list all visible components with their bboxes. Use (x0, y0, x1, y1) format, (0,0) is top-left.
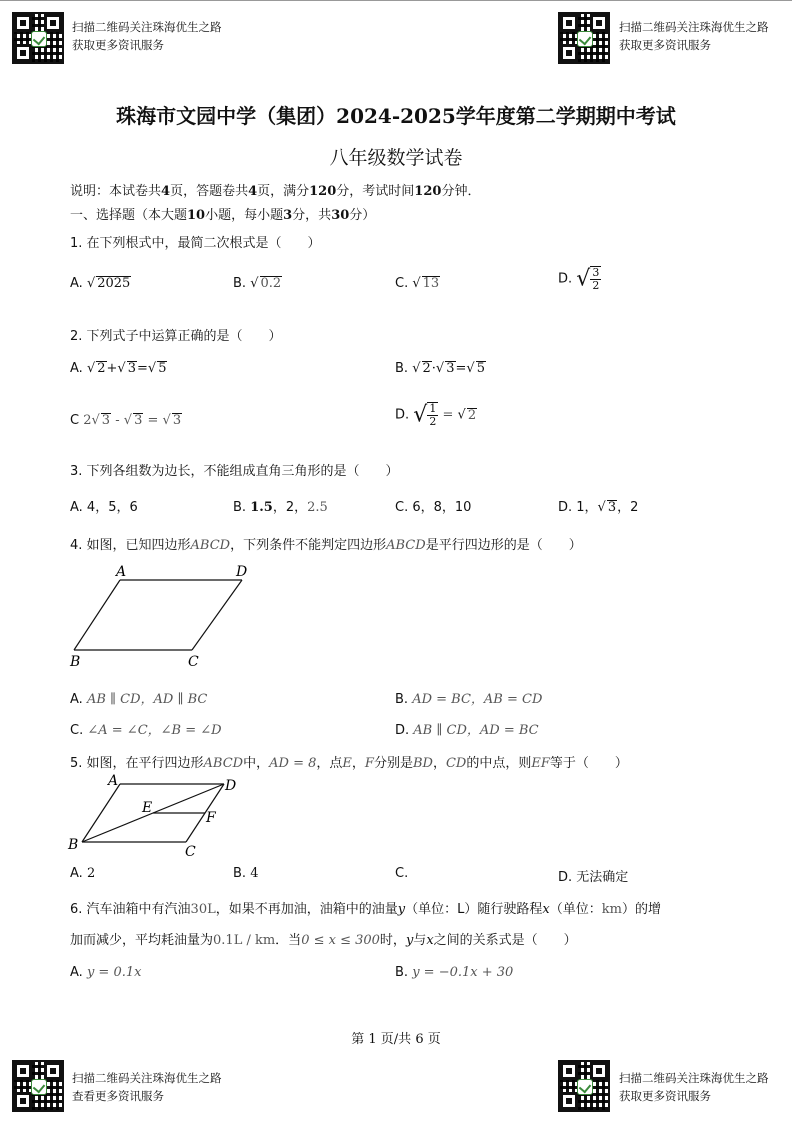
q1-option-c: C. √ 13 (395, 276, 440, 291)
q5-label-e: E (142, 800, 153, 816)
question-1-stem: 1. 在下列根式中，最简二次根式是（ ） (70, 236, 321, 251)
question-3-stem: 3. 下列各组数为边长，不能组成直角三角形的是（ ） (70, 464, 399, 479)
q5-option-b: B. 4 (233, 866, 259, 881)
question-4-stem: 4. 如图，已知四边形ABCD，下列条件不能判定四边形ABCD是平行四边形的是（ ） (70, 538, 582, 553)
q4-label-a: A (116, 564, 127, 580)
header-right-text (619, 18, 769, 54)
q5-option-d: D. 无法确定 (558, 870, 629, 885)
q5-option-c: C. (395, 866, 409, 881)
top-rule (0, 0, 792, 1)
q5-label-a: A (108, 773, 119, 789)
q5-label-b: B (68, 837, 79, 853)
q6-option-b: B. y = −0.1x + 30 (395, 965, 514, 980)
footer-left-line2: 查看更多资讯服务 (72, 1089, 164, 1103)
q5-parallelogram-figure (64, 772, 254, 860)
header-left-text (72, 18, 222, 54)
question-5-stem: 5. 如图，在平行四边形ABCD中，AD = 8，点E，F分别是BD，CD的中点，则EF等于（ ） (70, 756, 628, 771)
footer-right-line2: 获取更多资讯服务 (619, 1089, 711, 1103)
q1-option-d: D. √ $\frac{3}{2}$ (558, 266, 600, 292)
q4-parallelogram-figure (60, 562, 260, 672)
qr-code-icon (12, 12, 64, 64)
q2-option-a: A. √ 2+√ 3=√ 5 (70, 361, 167, 376)
q3-option-a: A. 4，5，6 (70, 500, 138, 515)
qr-code-icon (12, 1060, 64, 1112)
footer-right-line1: 扫描二维码关注珠海优生之路 (619, 1071, 769, 1085)
exam-title: 珠海市文园中学（集团）2024-2025学年度第二学期期中考试 (116, 104, 676, 128)
page-number: 第 1 页/共 6 页 (351, 1032, 441, 1047)
header-left-line1: 扫描二维码关注珠海优生之路 (72, 20, 222, 34)
q2-option-d: D. √ $\frac{1}{2}$ = √ 2 (395, 402, 477, 428)
q4-option-d: D. AB ∥ CD，AD = BC (395, 723, 539, 738)
q1-option-b: B. √ 0.2 (233, 276, 282, 291)
q4-label-d: D (236, 564, 248, 580)
q5-option-a: A. 2 (70, 866, 96, 881)
q6-option-a: A. y = 0.1x (70, 965, 142, 980)
header-right-line1: 扫描二维码关注珠海优生之路 (619, 20, 769, 34)
q4-option-b: B. AD = BC，AB = CD (395, 692, 543, 707)
q5-label-d: D (225, 778, 237, 794)
question-6-stem-line1: 6. 汽车油箱中有汽油30L，如果不再加油，油箱中的油量y（单位：L）随行驶路程x（单位：km）的增 (70, 902, 661, 917)
q1-option-a: A. √ 2025 (70, 276, 131, 291)
qr-code-icon (558, 1060, 610, 1112)
q3-option-d: D. 1，√ 3，2 (558, 500, 639, 515)
exam-note: 说明：本试卷共4页，答题卷共4页，满分120分，考试时间120分钟． (70, 184, 481, 199)
footer-left-line1: 扫描二维码关注珠海优生之路 (72, 1071, 222, 1085)
header-right-line2: 获取更多资讯服务 (619, 38, 711, 52)
q5-label-f: F (206, 810, 216, 826)
exam-subtitle: 八年级数学试卷 (329, 147, 463, 169)
q3-option-c: C. 6，8，10 (395, 500, 472, 515)
q4-label-b: B (70, 654, 81, 670)
q5-label-c: C (185, 844, 196, 860)
q2-option-b: B. √ 2·√ 3=√ 5 (395, 361, 485, 376)
question-2-stem: 2. 下列式子中运算正确的是（ ） (70, 329, 282, 344)
footer-left-text (72, 1069, 222, 1105)
section-heading: 一、选择题（本大题10小题，每小题3分，共30分） (70, 208, 376, 223)
header-left-line2: 获取更多资讯服务 (72, 38, 164, 52)
qr-code-icon (558, 12, 610, 64)
q4-option-a: A. AB ∥ CD，AD ∥ BC (70, 692, 208, 707)
footer-right-text (619, 1069, 769, 1105)
q2-option-c: C 2√ 3 - √ 3 = √ 3 (70, 413, 182, 428)
q4-label-c: C (188, 654, 199, 670)
question-6-stem-line2: 加而减少，平均耗油量为0.1L / km．当0 ≤ x ≤ 300时，y与x之间的关系式是（ ） (70, 933, 577, 948)
q4-option-c: C. ∠A = ∠C，∠B = ∠D (70, 723, 222, 738)
q3-option-b: B. 1.5，2，2.5 (233, 500, 328, 515)
